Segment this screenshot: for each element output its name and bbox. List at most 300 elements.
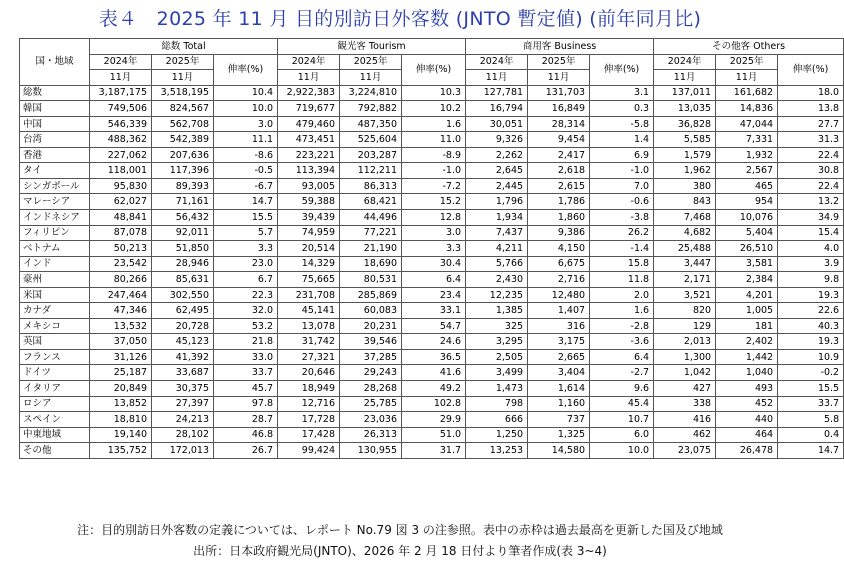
count-cell: 2,402: [716, 334, 778, 350]
table-row: [20, 256, 844, 272]
count-cell: 45,123: [152, 334, 214, 350]
table-row: [20, 396, 844, 412]
count-cell: 23,542: [90, 256, 152, 272]
count-cell: 1,962: [654, 163, 716, 179]
count-cell: 172,013: [152, 443, 214, 459]
count-cell: 21,190: [340, 241, 402, 257]
count-cell: 2,417: [528, 147, 590, 163]
count-cell: 16,849: [528, 101, 590, 117]
rate-cell: -3.8: [590, 210, 654, 226]
count-cell: 1,040: [716, 365, 778, 381]
count-cell: 30,051: [466, 116, 528, 132]
count-cell: 89,393: [152, 178, 214, 194]
row-label: 中国: [20, 116, 90, 132]
count-cell: 954: [716, 194, 778, 210]
row-label: インド: [20, 256, 90, 272]
row-label: フィリピン: [20, 225, 90, 241]
count-cell: 3,581: [716, 256, 778, 272]
rate-cell: 13.2: [778, 194, 844, 210]
rate-cell: 28.7: [214, 412, 278, 428]
rate-cell: 6.4: [590, 349, 654, 365]
rate-cell: 45.4: [590, 396, 654, 412]
row-label: 米国: [20, 287, 90, 303]
count-cell: 2,645: [466, 163, 528, 179]
count-cell: 1,250: [466, 427, 528, 443]
count-cell: 3,404: [528, 365, 590, 381]
count-cell: 4,150: [528, 241, 590, 257]
rate-cell: 6.0: [590, 427, 654, 443]
count-cell: 719,677: [278, 101, 340, 117]
count-cell: 3,224,810: [340, 85, 402, 101]
count-cell: 223,221: [278, 147, 340, 163]
header-row-years: [20, 54, 844, 70]
rate-cell: 15.4: [778, 225, 844, 241]
rate-cell: 41.6: [402, 365, 466, 381]
count-cell: 1,442: [716, 349, 778, 365]
table-body: [20, 85, 844, 458]
count-cell: 2,013: [654, 334, 716, 350]
count-cell: 1,579: [654, 147, 716, 163]
count-cell: 7,468: [654, 210, 716, 226]
rate-cell: 46.8: [214, 427, 278, 443]
count-cell: 749,506: [90, 101, 152, 117]
count-cell: 380: [654, 178, 716, 194]
table-row: [20, 334, 844, 350]
rate-cell: 34.9: [778, 210, 844, 226]
count-cell: 316: [528, 318, 590, 334]
count-cell: 99,424: [278, 443, 340, 459]
count-cell: 59,388: [278, 194, 340, 210]
count-cell: 302,550: [152, 287, 214, 303]
table-row: [20, 178, 844, 194]
row-label: 英国: [20, 334, 90, 350]
rate-cell: 11.1: [214, 132, 278, 148]
row-label: タイ: [20, 163, 90, 179]
count-cell: 562,708: [152, 116, 214, 132]
count-cell: 1,042: [654, 365, 716, 381]
rate-cell: 5.8: [778, 412, 844, 428]
count-cell: 127,781: [466, 85, 528, 101]
count-cell: 203,287: [340, 147, 402, 163]
rate-cell: 15.5: [214, 210, 278, 226]
count-cell: 338: [654, 396, 716, 412]
count-cell: 9,326: [466, 132, 528, 148]
year-header: 2025年: [340, 54, 402, 70]
count-cell: 487,350: [340, 116, 402, 132]
count-cell: 95,830: [90, 178, 152, 194]
rate-cell: 1.4: [590, 132, 654, 148]
count-cell: 28,102: [152, 427, 214, 443]
count-cell: 792,882: [340, 101, 402, 117]
count-cell: 2,615: [528, 178, 590, 194]
count-cell: 47,044: [716, 116, 778, 132]
count-cell: 161,682: [716, 85, 778, 101]
rate-cell: 10.3: [402, 85, 466, 101]
table-row: [20, 241, 844, 257]
count-cell: 285,869: [340, 287, 402, 303]
rate-cell: 6.7: [214, 272, 278, 288]
count-cell: 2,445: [466, 178, 528, 194]
count-cell: 13,078: [278, 318, 340, 334]
rate-cell: 5.7: [214, 225, 278, 241]
rate-header: 伸率(%): [778, 54, 844, 85]
count-cell: 2,384: [716, 272, 778, 288]
rate-cell: 97.8: [214, 396, 278, 412]
rate-cell: -7.2: [402, 178, 466, 194]
rate-cell: -6.7: [214, 178, 278, 194]
rate-cell: 53.2: [214, 318, 278, 334]
rate-cell: 4.0: [778, 241, 844, 257]
count-cell: 1,796: [466, 194, 528, 210]
row-label: イタリア: [20, 381, 90, 397]
count-cell: 227,062: [90, 147, 152, 163]
count-cell: 325: [466, 318, 528, 334]
table-row: [20, 194, 844, 210]
count-cell: 3,295: [466, 334, 528, 350]
rate-cell: 10.0: [214, 101, 278, 117]
country-header: 国・地域: [20, 39, 90, 86]
rate-cell: 22.6: [778, 303, 844, 319]
count-cell: 25,785: [340, 396, 402, 412]
count-cell: 5,766: [466, 256, 528, 272]
count-cell: 542,389: [152, 132, 214, 148]
year-header: 2025年: [152, 54, 214, 70]
rate-cell: 3.9: [778, 256, 844, 272]
year-header: 2025年: [528, 54, 590, 70]
count-cell: 118,001: [90, 163, 152, 179]
count-cell: 77,221: [340, 225, 402, 241]
rate-cell: 51.0: [402, 427, 466, 443]
count-cell: 85,631: [152, 272, 214, 288]
count-cell: 1,473: [466, 381, 528, 397]
count-cell: 87,078: [90, 225, 152, 241]
table-row: [20, 318, 844, 334]
rate-cell: 49.2: [402, 381, 466, 397]
rate-cell: 31.7: [402, 443, 466, 459]
month-header: 11月: [466, 70, 528, 86]
rate-cell: 33.7: [214, 365, 278, 381]
count-cell: 25,488: [654, 241, 716, 257]
year-header: 2024年: [466, 54, 528, 70]
rate-cell: 1.6: [590, 303, 654, 319]
rate-cell: 0.3: [590, 101, 654, 117]
rate-cell: 3.0: [214, 116, 278, 132]
count-cell: 112,211: [340, 163, 402, 179]
count-cell: 80,266: [90, 272, 152, 288]
count-cell: 2,665: [528, 349, 590, 365]
rate-cell: -1.4: [590, 241, 654, 257]
count-cell: 843: [654, 194, 716, 210]
count-cell: 23,075: [654, 443, 716, 459]
count-cell: 465: [716, 178, 778, 194]
rate-cell: 23.4: [402, 287, 466, 303]
count-cell: 131,703: [528, 85, 590, 101]
count-cell: 41,392: [152, 349, 214, 365]
table-row: [20, 225, 844, 241]
rate-cell: 24.6: [402, 334, 466, 350]
row-label: 香港: [20, 147, 90, 163]
rate-cell: 27.7: [778, 116, 844, 132]
rate-cell: 6.9: [590, 147, 654, 163]
rate-cell: 14.7: [778, 443, 844, 459]
count-cell: 464: [716, 427, 778, 443]
count-cell: 37,050: [90, 334, 152, 350]
count-cell: 50,213: [90, 241, 152, 257]
table-row: [20, 116, 844, 132]
rate-cell: 19.3: [778, 334, 844, 350]
row-label: 豪州: [20, 272, 90, 288]
count-cell: 4,201: [716, 287, 778, 303]
row-label: マレーシア: [20, 194, 90, 210]
count-cell: 135,752: [90, 443, 152, 459]
count-cell: 207,636: [152, 147, 214, 163]
visitor-table: [19, 38, 844, 459]
row-label: 台湾: [20, 132, 90, 148]
rate-cell: 2.0: [590, 287, 654, 303]
rate-cell: -0.5: [214, 163, 278, 179]
rate-cell: 0.4: [778, 427, 844, 443]
rate-cell: 22.4: [778, 147, 844, 163]
rate-cell: 23.0: [214, 256, 278, 272]
group-header: その他客 Others: [654, 39, 844, 55]
count-cell: 26,313: [340, 427, 402, 443]
count-cell: 452: [716, 396, 778, 412]
count-cell: 1,932: [716, 147, 778, 163]
rate-cell: 10.9: [778, 349, 844, 365]
count-cell: 231,708: [278, 287, 340, 303]
count-cell: 3,447: [654, 256, 716, 272]
count-cell: 247,464: [90, 287, 152, 303]
count-cell: 18,690: [340, 256, 402, 272]
rate-cell: -2.7: [590, 365, 654, 381]
count-cell: 666: [466, 412, 528, 428]
month-header: 11月: [528, 70, 590, 86]
count-cell: 62,495: [152, 303, 214, 319]
rate-cell: -8.9: [402, 147, 466, 163]
count-cell: 7,331: [716, 132, 778, 148]
row-label: 韓国: [20, 101, 90, 117]
count-cell: 44,496: [340, 210, 402, 226]
count-cell: 48,841: [90, 210, 152, 226]
count-cell: 12,716: [278, 396, 340, 412]
count-cell: 2,716: [528, 272, 590, 288]
count-cell: 93,005: [278, 178, 340, 194]
count-cell: 2,922,383: [278, 85, 340, 101]
table-row: [20, 163, 844, 179]
rate-cell: 19.3: [778, 287, 844, 303]
count-cell: 1,385: [466, 303, 528, 319]
count-cell: 473,451: [278, 132, 340, 148]
count-cell: 462: [654, 427, 716, 443]
rate-cell: 32.0: [214, 303, 278, 319]
count-cell: 181: [716, 318, 778, 334]
count-cell: 525,604: [340, 132, 402, 148]
count-cell: 17,728: [278, 412, 340, 428]
count-cell: 45,141: [278, 303, 340, 319]
count-cell: 2,262: [466, 147, 528, 163]
count-cell: 47,346: [90, 303, 152, 319]
count-cell: 24,213: [152, 412, 214, 428]
table-row: [20, 349, 844, 365]
table-row: [20, 272, 844, 288]
rate-cell: 7.0: [590, 178, 654, 194]
rate-cell: 31.3: [778, 132, 844, 148]
count-cell: 3,499: [466, 365, 528, 381]
table-row: [20, 303, 844, 319]
count-cell: 26,478: [716, 443, 778, 459]
count-cell: 27,397: [152, 396, 214, 412]
count-cell: 20,849: [90, 381, 152, 397]
count-cell: 68,421: [340, 194, 402, 210]
count-cell: 28,946: [152, 256, 214, 272]
year-header: 2024年: [90, 54, 152, 70]
table-row: [20, 210, 844, 226]
rate-cell: -1.0: [590, 163, 654, 179]
year-header: 2024年: [278, 54, 340, 70]
count-cell: 14,580: [528, 443, 590, 459]
source-note: 出所：日本政府観光局(JNTO)、2026 年 2 月 18 日付より筆者作成(表 3~4): [193, 544, 607, 558]
count-cell: 18,949: [278, 381, 340, 397]
table-row: [20, 147, 844, 163]
rate-cell: 6.4: [402, 272, 466, 288]
count-cell: 427: [654, 381, 716, 397]
count-cell: 5,585: [654, 132, 716, 148]
count-cell: 798: [466, 396, 528, 412]
count-cell: 13,035: [654, 101, 716, 117]
count-cell: 33,687: [152, 365, 214, 381]
rate-cell: -0.2: [778, 365, 844, 381]
count-cell: 39,546: [340, 334, 402, 350]
rate-cell: 102.8: [402, 396, 466, 412]
row-label: 総数: [20, 85, 90, 101]
count-cell: 10,076: [716, 210, 778, 226]
rate-cell: 3.3: [214, 241, 278, 257]
count-cell: 28,314: [528, 116, 590, 132]
count-cell: 51,850: [152, 241, 214, 257]
count-cell: 1,860: [528, 210, 590, 226]
count-cell: 3,518,195: [152, 85, 214, 101]
count-cell: 3,187,175: [90, 85, 152, 101]
group-header: 商用客 Business: [466, 39, 654, 55]
count-cell: 17,428: [278, 427, 340, 443]
count-cell: 1,325: [528, 427, 590, 443]
count-cell: 1,934: [466, 210, 528, 226]
count-cell: 113,394: [278, 163, 340, 179]
count-cell: 19,140: [90, 427, 152, 443]
count-cell: 546,339: [90, 116, 152, 132]
rate-cell: 18.0: [778, 85, 844, 101]
month-header: 11月: [90, 70, 152, 86]
count-cell: 75,665: [278, 272, 340, 288]
rate-cell: 22.3: [214, 287, 278, 303]
rate-cell: 10.2: [402, 101, 466, 117]
rate-cell: 29.9: [402, 412, 466, 428]
count-cell: 7,437: [466, 225, 528, 241]
count-cell: 23,036: [340, 412, 402, 428]
rate-cell: 21.8: [214, 334, 278, 350]
row-label: その他: [20, 443, 90, 459]
table-row: [20, 365, 844, 381]
row-label: ドイツ: [20, 365, 90, 381]
table-row: [20, 101, 844, 117]
count-cell: 130,955: [340, 443, 402, 459]
count-cell: 1,005: [716, 303, 778, 319]
count-cell: 2,505: [466, 349, 528, 365]
count-cell: 92,011: [152, 225, 214, 241]
count-cell: 488,362: [90, 132, 152, 148]
count-cell: 2,567: [716, 163, 778, 179]
count-cell: 20,728: [152, 318, 214, 334]
rate-cell: -2.8: [590, 318, 654, 334]
count-cell: 820: [654, 303, 716, 319]
rate-cell: 11.0: [402, 132, 466, 148]
count-cell: 1,407: [528, 303, 590, 319]
count-cell: 31,742: [278, 334, 340, 350]
rate-cell: 30.8: [778, 163, 844, 179]
rate-cell: 45.7: [214, 381, 278, 397]
rate-cell: 10.4: [214, 85, 278, 101]
count-cell: 13,852: [90, 396, 152, 412]
count-cell: 1,300: [654, 349, 716, 365]
count-cell: 20,514: [278, 241, 340, 257]
count-cell: 28,268: [340, 381, 402, 397]
table-row: [20, 412, 844, 428]
count-cell: 27,321: [278, 349, 340, 365]
count-cell: 20,231: [340, 318, 402, 334]
rate-cell: 12.8: [402, 210, 466, 226]
rate-header: 伸率(%): [214, 54, 278, 85]
count-cell: 440: [716, 412, 778, 428]
count-cell: 5,404: [716, 225, 778, 241]
row-label: ロシア: [20, 396, 90, 412]
count-cell: 20,646: [278, 365, 340, 381]
rate-cell: 9.8: [778, 272, 844, 288]
count-cell: 2,430: [466, 272, 528, 288]
rate-cell: 15.8: [590, 256, 654, 272]
count-cell: 26,510: [716, 241, 778, 257]
table-row: [20, 287, 844, 303]
table-row: [20, 381, 844, 397]
rate-cell: 3.0: [402, 225, 466, 241]
count-cell: 86,313: [340, 178, 402, 194]
rate-cell: 33.7: [778, 396, 844, 412]
rate-cell: 33.0: [214, 349, 278, 365]
count-cell: 80,531: [340, 272, 402, 288]
table-row: [20, 85, 844, 101]
rate-cell: 36.5: [402, 349, 466, 365]
rate-cell: 33.1: [402, 303, 466, 319]
rate-cell: 10.7: [590, 412, 654, 428]
month-header: 11月: [654, 70, 716, 86]
count-cell: 31,126: [90, 349, 152, 365]
count-cell: 1,160: [528, 396, 590, 412]
row-label: シンガポール: [20, 178, 90, 194]
count-cell: 416: [654, 412, 716, 428]
rate-cell: 15.5: [778, 381, 844, 397]
rate-cell: 26.7: [214, 443, 278, 459]
count-cell: 3,175: [528, 334, 590, 350]
count-cell: 9,454: [528, 132, 590, 148]
month-header: 11月: [340, 70, 402, 86]
count-cell: 1,786: [528, 194, 590, 210]
year-header: 2025年: [716, 54, 778, 70]
rate-cell: -1.0: [402, 163, 466, 179]
count-cell: 129: [654, 318, 716, 334]
footnote: 注：目的別訪日外客数の定義については、レポート No.79 図 3 の注参照。表中の赤枠は過去最高を更新した国及び地域: [77, 523, 723, 537]
month-header: 11月: [278, 70, 340, 86]
rate-cell: -5.8: [590, 116, 654, 132]
count-cell: 60,083: [340, 303, 402, 319]
